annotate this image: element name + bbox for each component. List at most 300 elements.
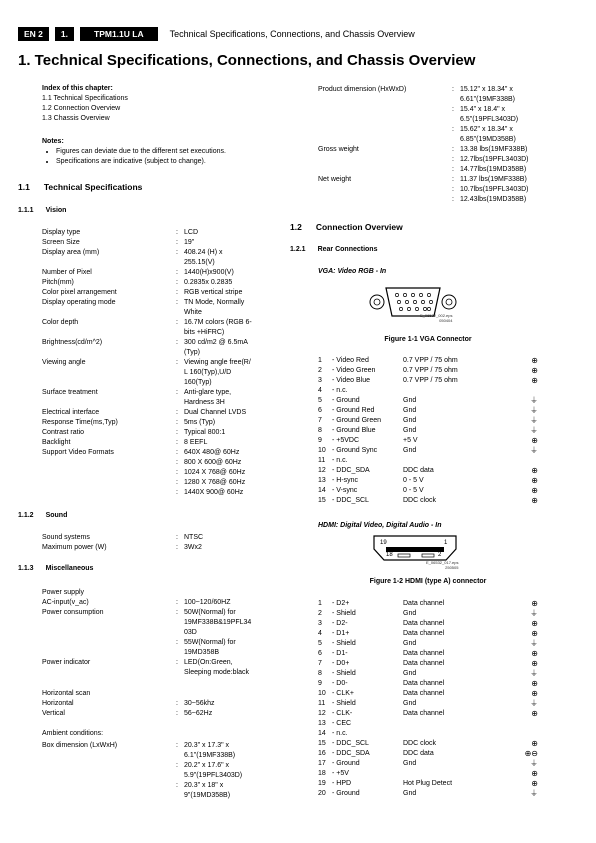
pin-row <box>318 789 538 799</box>
spec-colon: : <box>176 419 178 426</box>
spec-value <box>184 478 284 488</box>
pin-direction-icon: ⊕ <box>531 476 538 485</box>
pin-signal: Gnd <box>403 610 417 617</box>
spec-value-line: Anti-glare type, <box>184 389 232 396</box>
hdmi-title: HDMI: Digital Video, Digital Audio - In <box>318 522 442 529</box>
pin-direction-icon: ⊕ <box>531 376 538 385</box>
spec-value-line: (Typ) <box>184 349 200 356</box>
spec-value-line: 5ms (Typ) <box>184 419 216 426</box>
page-header <box>18 27 415 41</box>
spec-colon: : <box>176 479 178 486</box>
pin-number: 9 <box>318 437 322 444</box>
spec-value-line: 19" <box>184 239 195 246</box>
pin-direction-icon: ⊕ <box>531 466 538 475</box>
pin-number: 14 <box>318 730 326 737</box>
pin-name: - Ground Sync <box>332 447 378 454</box>
pin-row <box>318 376 538 386</box>
pin-name: - D1- <box>332 650 348 657</box>
spec-colon: : <box>176 710 178 717</box>
pin-direction-icon: ⏚ <box>530 669 538 678</box>
pin-direction-icon: ⊕ <box>531 689 538 698</box>
vga-title: VGA: Video RGB - In <box>318 268 387 275</box>
spec-value <box>184 458 284 468</box>
pin-direction-icon: ⊕ <box>531 629 538 638</box>
spec-value-line: Typical 800:1 <box>184 429 226 436</box>
spec-colon: : <box>176 289 178 296</box>
spec-value-line: 8 EEFL <box>184 439 208 446</box>
pin-signal: Data channel <box>403 620 445 627</box>
pin-number: 8 <box>318 670 322 677</box>
pin-row <box>318 699 538 709</box>
pin-number: 18 <box>318 770 326 777</box>
spec-value-line: bits +HiFRC) <box>184 329 225 336</box>
pin-direction-icon: ⏚ <box>530 426 538 435</box>
pin-number: 3 <box>318 377 322 384</box>
pin-row <box>318 709 538 719</box>
spec-value-line: Sleeping mode:black <box>184 669 249 676</box>
spec-value-line: 13.38 lbs(19MF338B) <box>460 146 528 153</box>
section-1-2: 1.2 Connection Overview <box>290 222 403 232</box>
pin-row <box>318 639 538 649</box>
pin-name: - D1+ <box>332 630 350 637</box>
pin-number: 4 <box>318 387 322 394</box>
pin-signal: Gnd <box>403 700 417 707</box>
spec-value <box>184 418 284 428</box>
pin-direction-icon: ⏚ <box>530 639 538 648</box>
spec-value <box>184 741 284 761</box>
section-1-2-1: 1.2.1 Rear Connections <box>290 246 378 253</box>
index-heading: Index of this chapter: <box>42 85 113 92</box>
pin-signal: Hot Plug Detect <box>403 780 453 787</box>
pin-direction-icon: ⊕ <box>531 486 538 495</box>
pin-number: 12 <box>318 467 326 474</box>
pin-signal: Data channel <box>403 600 445 607</box>
pin-row <box>318 629 538 639</box>
spec-colon: : <box>452 186 454 193</box>
spec-value <box>460 85 560 105</box>
pin-row <box>318 649 538 659</box>
spec-colon: : <box>176 742 178 749</box>
pin-row <box>318 456 538 466</box>
pin-signal: DDC clock <box>403 497 437 504</box>
pin-number: 1 <box>318 600 322 607</box>
spec-colon: : <box>176 659 178 666</box>
pin-row <box>318 406 538 416</box>
spec-value-line: 20.3" x 18" x <box>184 782 224 789</box>
pin-row <box>318 659 538 669</box>
pin-row <box>318 689 538 699</box>
pin-row <box>318 669 538 679</box>
spec-value-line: 50W(Normal) for <box>184 609 236 616</box>
hdmi-figure-ref: E_06532_017.eps 250505 <box>426 560 459 570</box>
spec-label: Maximum power (W) <box>42 544 107 551</box>
spec-value <box>184 338 284 358</box>
pin-name: - Shield <box>332 610 356 617</box>
note-item: • Figures can deviate due to the different set executions. <box>56 147 282 157</box>
note-item: • Specifications are indicative (subject to change). <box>56 157 282 167</box>
spec-value-line: 1440X 900@ 60Hz <box>184 489 244 496</box>
spec-label: Number of Pixel <box>42 269 92 276</box>
spec-colon: : <box>176 639 178 646</box>
spec-label: Horizontal <box>42 700 74 707</box>
spec-value <box>460 185 560 195</box>
spec-colon: : <box>176 544 178 551</box>
pin-number: 2 <box>318 367 322 374</box>
spec-label: Power consumption <box>42 609 104 616</box>
spec-label: Surface treatment <box>42 389 98 396</box>
spec-value <box>184 658 284 678</box>
pin-row <box>318 679 538 689</box>
spec-value <box>184 638 284 658</box>
pin-number: 11 <box>318 700 326 707</box>
pin-number: 10 <box>318 447 326 454</box>
hdmi-caption: Figure 1-2 HDMI (type A) connector <box>369 578 487 585</box>
spec-value <box>184 248 284 268</box>
spec-value <box>460 155 560 165</box>
spec-value-line: 1280 X 768@ 60Hz <box>184 479 246 486</box>
pin-signal: Data channel <box>403 690 445 697</box>
pin-signal: Gnd <box>403 760 417 767</box>
pin-row <box>318 446 538 456</box>
pin-name: - Video Green <box>332 367 376 374</box>
pin-row <box>318 739 538 749</box>
spec-value <box>460 125 560 145</box>
spec-value-line: 15.4" x 18.4" x <box>460 106 506 113</box>
pin-row <box>318 486 538 496</box>
pin-direction-icon: ⊕ <box>531 366 538 375</box>
pin-name: - HPD <box>332 780 352 787</box>
spec-label: Vertical <box>42 710 65 717</box>
pin-name: - n.c. <box>332 730 348 737</box>
pin-name: - Video Red <box>332 357 369 364</box>
pin-direction-icon: ⏚ <box>530 789 538 798</box>
pin-number: 10 <box>318 690 326 697</box>
power-supply-label: Power supply <box>42 589 85 596</box>
pin-direction-icon: ⏚ <box>530 759 538 768</box>
spec-colon: : <box>452 196 454 203</box>
vga-screw-right <box>442 295 456 309</box>
spec-colon: : <box>176 489 178 496</box>
notes <box>42 137 282 167</box>
spec-value <box>460 165 560 175</box>
pin-number: 5 <box>318 397 322 404</box>
spec-value-line: Viewing angle free(R/ <box>184 359 251 366</box>
spec-value-line: NTSC <box>184 534 204 541</box>
hdmi-pin-18-label: 18 <box>386 552 393 558</box>
spec-value-line: 6.1"(19MF338B) <box>184 752 236 759</box>
spec-colon: : <box>452 176 454 183</box>
pin-row <box>318 599 538 609</box>
spec-value <box>184 298 284 318</box>
spec-value <box>184 358 284 388</box>
chapter-title: 1. Technical Specifications, Connections, and Chassis Overview <box>18 52 476 69</box>
spec-value-line: LCD <box>184 229 199 236</box>
spec-label: Screen Size <box>42 239 80 246</box>
pin-direction-icon: ⊕ <box>531 659 538 668</box>
pin-row <box>318 436 538 446</box>
spec-value-line: 15.62" x 18.34" x <box>460 126 513 133</box>
section-1-1-1: 1.1.1 Vision <box>18 207 67 214</box>
spec-colon: : <box>176 782 178 789</box>
spec-label: Sound systems <box>42 534 90 541</box>
spec-value <box>184 598 284 608</box>
pin-row <box>318 769 538 779</box>
index-item: 1.3 Chassis Overview <box>42 115 110 122</box>
spec-label: Display type <box>42 229 81 236</box>
spec-label: AC-input(v_ac) <box>42 599 89 606</box>
spec-colon: : <box>452 146 454 153</box>
pin-number: 15 <box>318 740 326 747</box>
pin-number: 14 <box>318 487 326 494</box>
spec-colon: : <box>176 239 178 246</box>
spec-value <box>184 288 284 298</box>
spec-colon: : <box>176 249 178 256</box>
pin-row <box>318 466 538 476</box>
hdmi-pin-1-label: 1 <box>444 540 448 546</box>
spec-value-line: 255.15(V) <box>184 259 215 266</box>
vga-pins <box>395 293 432 310</box>
spec-value <box>184 388 284 408</box>
pin-direction-icon: ⏚ <box>530 406 538 415</box>
spec-colon: : <box>176 609 178 616</box>
spec-colon: : <box>176 700 178 707</box>
spec-value-line: 10.7lbs(19PFL3403D) <box>460 186 529 193</box>
spec-label: Support Video Formats <box>42 449 114 456</box>
spec-label: Display operating mode <box>42 299 116 306</box>
spec-value <box>184 699 284 709</box>
pin-number: 4 <box>318 630 322 637</box>
pin-row <box>318 416 538 426</box>
spec-value <box>184 438 284 448</box>
chapter-number: 1. <box>55 27 74 41</box>
pin-signal: 0 - 5 V <box>403 487 424 494</box>
spec-value-line: 12.7lbs(19PFL3403D) <box>460 156 529 163</box>
pin-row <box>318 476 538 486</box>
ambient-label: Ambient conditions: <box>42 730 104 737</box>
pin-name: - D0+ <box>332 660 350 667</box>
page-number: EN 2 <box>18 27 49 41</box>
pin-row <box>318 609 538 619</box>
spec-value <box>184 468 284 478</box>
spec-value-line: LED(On:Green, <box>184 659 233 666</box>
pin-name: - Shield <box>332 640 356 647</box>
spec-value-line: 15.12" x 18.34" x <box>460 86 513 93</box>
spec-value-line: RGB vertical stripe <box>184 289 243 296</box>
spec-colon: : <box>176 409 178 416</box>
pin-name: - D0- <box>332 680 348 687</box>
pin-name: - +5VDC <box>332 437 360 444</box>
pin-name: - +5V <box>332 770 349 777</box>
pin-number: 17 <box>318 760 326 767</box>
pin-number: 9 <box>318 680 322 687</box>
pin-name: - D2- <box>332 620 348 627</box>
spec-value-line: 03D <box>184 629 197 636</box>
pin-signal: DDC data <box>403 750 434 757</box>
spec-value-line: Hardness 3H <box>184 399 225 406</box>
pin-name: - Ground Blue <box>332 427 376 434</box>
spec-colon: : <box>452 166 454 173</box>
spec-value <box>460 105 560 125</box>
spec-value <box>184 268 284 278</box>
pin-number: 15 <box>318 497 326 504</box>
spec-label: Box dimension (LxWxH) <box>42 742 118 749</box>
hdmi-pin-19-label: 19 <box>380 540 387 546</box>
spec-colon: : <box>176 762 178 769</box>
spec-value <box>184 488 284 498</box>
spec-colon: : <box>176 279 178 286</box>
pin-row <box>318 386 538 396</box>
section-1-1-2: 1.1.2 Sound <box>18 512 68 519</box>
spec-value <box>184 428 284 438</box>
pin-signal: Gnd <box>403 427 417 434</box>
spec-value <box>460 175 560 185</box>
index-item: 1.1 Technical Specifications <box>42 95 128 102</box>
pin-row <box>318 356 538 366</box>
spec-value-line: 9"(19MD358B) <box>184 792 231 799</box>
spec-colon: : <box>176 319 178 326</box>
spec-value-line: Dual Channel LVDS <box>184 409 247 416</box>
pin-number: 6 <box>318 407 322 414</box>
pin-row <box>318 619 538 629</box>
spec-colon: : <box>452 126 454 133</box>
pin-name: - Shield <box>332 700 356 707</box>
spec-value-line: 19MD358B <box>184 649 220 656</box>
pin-number: 2 <box>318 610 322 617</box>
pin-number: 6 <box>318 650 322 657</box>
pin-signal: Gnd <box>403 417 417 424</box>
section-1-1-3: 1.1.3 Miscellaneous <box>18 565 94 572</box>
spec-colon: : <box>176 229 178 236</box>
index-item: 1.2 Connection Overview <box>42 105 121 112</box>
pin-signal: Gnd <box>403 397 417 404</box>
pin-name: - CLK+ <box>332 690 354 697</box>
pin-name: - Ground <box>332 790 360 797</box>
spec-value-line: 6.85"(19MD358B) <box>460 136 516 143</box>
pin-signal: Gnd <box>403 407 417 414</box>
spec-value-line: 12.43lbs(19MD358B) <box>460 196 527 203</box>
pin-number: 5 <box>318 640 322 647</box>
pin-signal: Data channel <box>403 630 445 637</box>
spec-label: Electrical interface <box>42 409 100 416</box>
pin-signal: Gnd <box>403 790 417 797</box>
pin-name: - Ground <box>332 760 360 767</box>
spec-value-line: L 160(Typ),U/D <box>184 369 232 376</box>
pin-number: 16 <box>318 750 326 757</box>
spec-label: Pitch(mm) <box>42 279 74 286</box>
spec-value <box>184 543 284 553</box>
spec-label: Power indicator <box>42 659 91 666</box>
pin-number: 20 <box>318 790 326 797</box>
spec-label: Display area (mm) <box>42 249 100 256</box>
hdmi-connector-figure <box>372 533 458 563</box>
spec-value <box>184 781 284 801</box>
spec-colon: : <box>176 339 178 346</box>
vga-screw-left <box>370 295 384 309</box>
hdmi-pin-2-label: 2 <box>438 552 442 558</box>
pin-signal: 0.7 VPP / 75 ohm <box>403 357 458 364</box>
spec-value <box>184 448 284 458</box>
pin-direction-icon: ⊕ <box>531 619 538 628</box>
spec-colon: : <box>452 106 454 113</box>
pin-direction-icon: ⊕ <box>531 769 538 778</box>
spec-value-line: 640X 480@ 60Hz <box>184 449 240 456</box>
pin-row <box>318 779 538 789</box>
pin-number: 7 <box>318 660 322 667</box>
pin-signal: Data channel <box>403 650 445 657</box>
pin-row <box>318 366 538 376</box>
model-code: TPM1.1U LA <box>80 27 158 41</box>
pin-name: - n.c. <box>332 387 348 394</box>
pin-number: 19 <box>318 780 326 787</box>
spec-colon: : <box>176 459 178 466</box>
pin-signal: +5 V <box>403 437 418 444</box>
spec-value-line: 6.5"(19PFL3403D) <box>460 116 519 123</box>
spec-value-line: TN Mode, Normally <box>184 299 245 306</box>
spec-value-line: 800 X 600@ 60Hz <box>184 459 242 466</box>
pin-name: - DDC_SCL <box>332 497 369 504</box>
pin-signal: Data channel <box>403 710 445 717</box>
pin-name: - Ground Red <box>332 407 375 414</box>
notes-heading: Notes: <box>42 138 64 145</box>
spec-label: Backlight <box>42 439 71 446</box>
pin-name: - CEC <box>332 720 352 727</box>
pin-signal: Gnd <box>403 670 417 677</box>
pin-signal: 0.7 VPP / 75 ohm <box>403 377 458 384</box>
pin-direction-icon: ⊕ <box>531 356 538 365</box>
spec-colon: : <box>176 429 178 436</box>
pin-signal: Data channel <box>403 660 445 667</box>
spec-value-line: 20.2" x 17.6" x <box>184 762 230 769</box>
pin-signal: DDC data <box>403 467 434 474</box>
spec-value <box>184 408 284 418</box>
spec-label: Contrast ratio <box>42 429 85 436</box>
pin-direction-icon: ⊕ <box>531 779 538 788</box>
pin-number: 1 <box>318 357 322 364</box>
pin-direction-icon: ⏚ <box>530 416 538 425</box>
hdmi-contact-bar <box>386 547 444 552</box>
vga-caption: Figure 1-1 VGA Connector <box>384 336 472 343</box>
pin-name: - Ground <box>332 397 360 404</box>
pin-direction-icon: ⊕ <box>531 679 538 688</box>
pin-name: - Video Blue <box>332 377 371 384</box>
pin-number: 13 <box>318 477 326 484</box>
spec-value-line: 408.24 (H) x <box>184 249 223 256</box>
spec-value-line: 16.7M colors (RGB 6- <box>184 319 252 326</box>
pin-number: 13 <box>318 720 326 727</box>
pin-direction-icon: ⊕ <box>531 739 538 748</box>
pin-direction-icon: ⏚ <box>530 699 538 708</box>
spec-colon: : <box>452 86 454 93</box>
pin-number: 12 <box>318 710 326 717</box>
spec-label: Net weight <box>318 176 352 183</box>
pin-direction-icon: ⊕ <box>531 709 538 718</box>
pin-direction-icon: ⊕ <box>531 496 538 505</box>
pin-name: - DDC_SCL <box>332 740 369 747</box>
pin-direction-icon: ⊕ <box>531 599 538 608</box>
spec-value-line: White <box>184 309 202 316</box>
spec-value <box>460 195 560 205</box>
pin-direction-icon: ⏚ <box>530 609 538 618</box>
spec-colon: : <box>452 156 454 163</box>
pin-direction-icon: ⊕ <box>531 436 538 445</box>
spec-value <box>184 533 284 543</box>
pin-row <box>318 719 538 729</box>
spec-value <box>184 318 284 338</box>
hscan-label: Horizontal scan <box>42 690 91 697</box>
pin-direction-icon: ⏚ <box>530 446 538 455</box>
vga-figure-ref: E_06532_002.eps 050404 <box>420 313 453 323</box>
header-title: Technical Specifications, Connections, and Chassis Overview <box>169 29 415 39</box>
